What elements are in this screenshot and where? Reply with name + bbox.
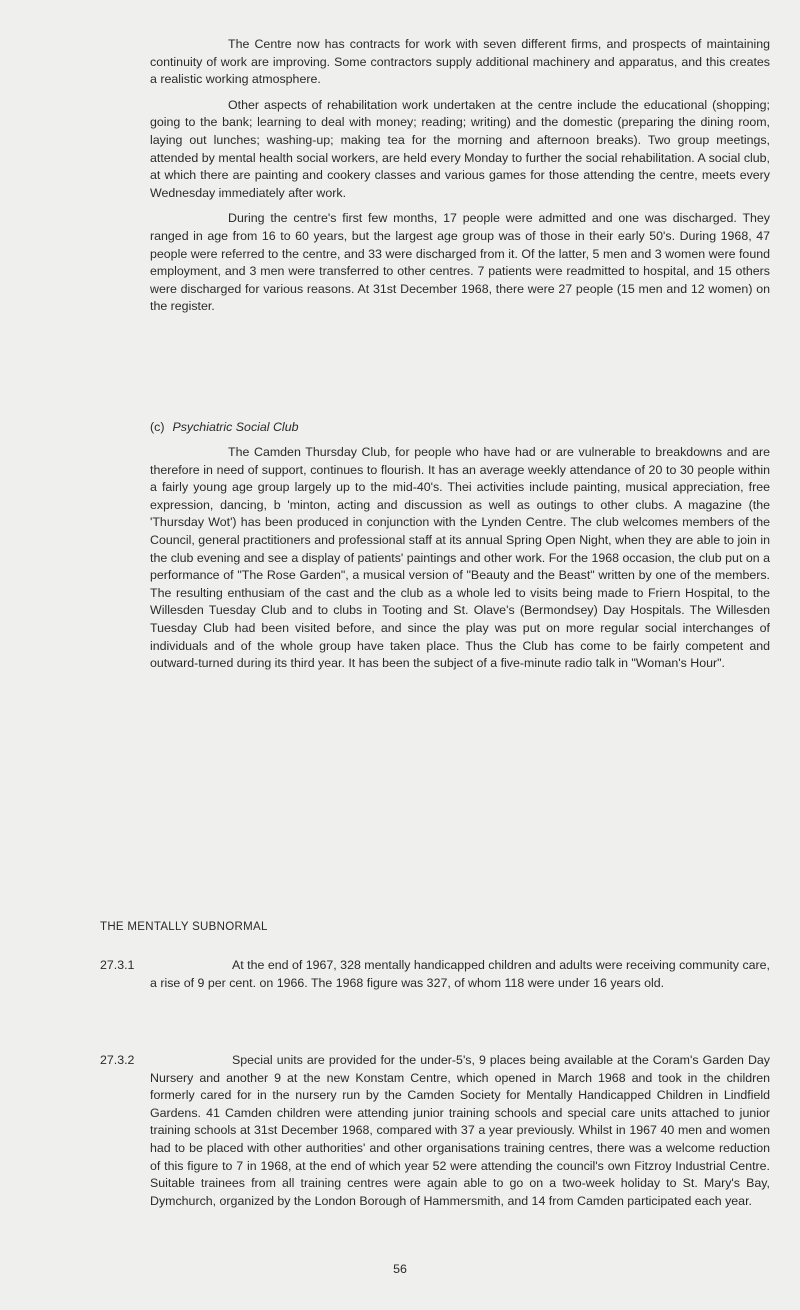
subheading-letter: (c)	[150, 420, 165, 434]
numbered-paragraph-2	[100, 1052, 770, 1210]
paragraph-other-aspects: Other aspects of rehabilitation work undertaken at the centre include the educational (shopping; going to the bank; learning to deal with money; reading; writing) and the domestic (preparing the dining room, laying out lunches; washing-up; making tea for the morning and afternoon breaks). Two group meetings, attended by mental health social workers, are held every Monday to further the social rehabilitation. A social club, at which there are painting and cookery classes and various games for those attending the centre, meets every Wednesday immediately after work.	[150, 97, 770, 200]
paragraph-first-months: During the centre's first few months, 17 people were admitted and one was discharged. They ranged in age from 16 to 60 years, but the largest age group was of those in their early 50's. During 1968, 47 people were referred to the centre, and 33 were discharged from it. Of the latter, 5 men and 3 women were found employment, and 3 men were transferred to other centres. 7 patients were readmitted to hospital, and 15 others were discharged for various reasons. At 31st December 1968, there were 27 people (15 men and 12 women) on the register.	[150, 211, 770, 314]
paragraph-thursday-club: The Camden Thursday Club, for people who have had or are vulnerable to breakdowns and are therefore in need of support, continues to flourish. It has an average weekly attendance of 20 to 30 people within a fairly young age group largely up to the mid-40's. Thei activities include painting, musical appreciation, free expression, dancing, b 'minton, acting and discussion as well as outings to other clubs. A magazine (the 'Thursday Wot') has been produced in conjunction with the Lynden Centre. The club welcomes members of the Council, general practitioners and professional staff at its annual Spring Open Night, when they are able to join in the club evening and see a display of patients' paintings and other work. For the 1968 occasion, the club put on a performance of "The Rose Garden", a musical version of "Beauty and the Beast" written by one of the members. The resulting enthusiam of the cast and the club as a whole led to visits being made to Friern Hospital, to the Willesden Tuesday Club and to clubs in Tooting and St. Olave's (Bermondsey) Day Hospitals. The Willesden Tuesday Club had been visited before, and since the play was put on more regular social interchanges of individuals and of the whole group have taken place. Thus the Club has come to be fairly competent and outward-turned during its third year. It has been the subject of a five-minute radio talk in "Woman's Hour".	[150, 445, 770, 671]
numbered-paragraph-1	[100, 957, 770, 992]
page-number: 56	[393, 1262, 407, 1276]
rehabilitation-section	[150, 36, 770, 324]
club-section	[150, 444, 770, 681]
subheading-title: Psychiatric Social Club	[172, 420, 299, 434]
subheading-psychiatric-social-club	[150, 420, 298, 434]
paragraph-contracts: The Centre now has contracts for work with seven different firms, and prospects of maintaining continuity of work are improving. Some contractors supply additional machinery and apparatus, and this creates a realistic working atmosphere.	[150, 37, 770, 87]
section-title: THE MENTALLY SUBNORMAL	[100, 921, 268, 933]
paragraph-text: Special units are provided for the under-5's, 9 places being available at the Coram's Garden Day Nursery and another 9 at the new Konstam Centre, which opened in March 1968 and took in the children formerly cared for in the nursery run by the Camden Society for Mentally Handicapped Children in Lindfield Gardens. 41 Camden children were attending junior training schools and special care units attached to junior training schools at 31st December 1968, compared with 37 a year previously. Whilst in 1967 40 men and women had to be placed with other authorities' and other organisations training centres, there was a welcome reduction of this figure to 7 in 1968, at the end of which year 52 were attending the council's own Fitzroy Industrial Centre. Suitable trainees from all training centres were again able to go on a two-week holiday to St. Mary's Bay, Dymchurch, organized by the London Borough of Hammersmith, and 14 from Camden participated each year.	[150, 1053, 770, 1208]
paragraph-number: 27.3.1	[100, 958, 135, 972]
paragraph-number: 27.3.2	[100, 1053, 135, 1067]
paragraph-text: At the end of 1967, 328 mentally handicapped children and adults were receiving community care, a rise of 9 per cent. on 1966. The 1968 figure was 327, of whom 118 were under 16 years old.	[150, 958, 770, 990]
